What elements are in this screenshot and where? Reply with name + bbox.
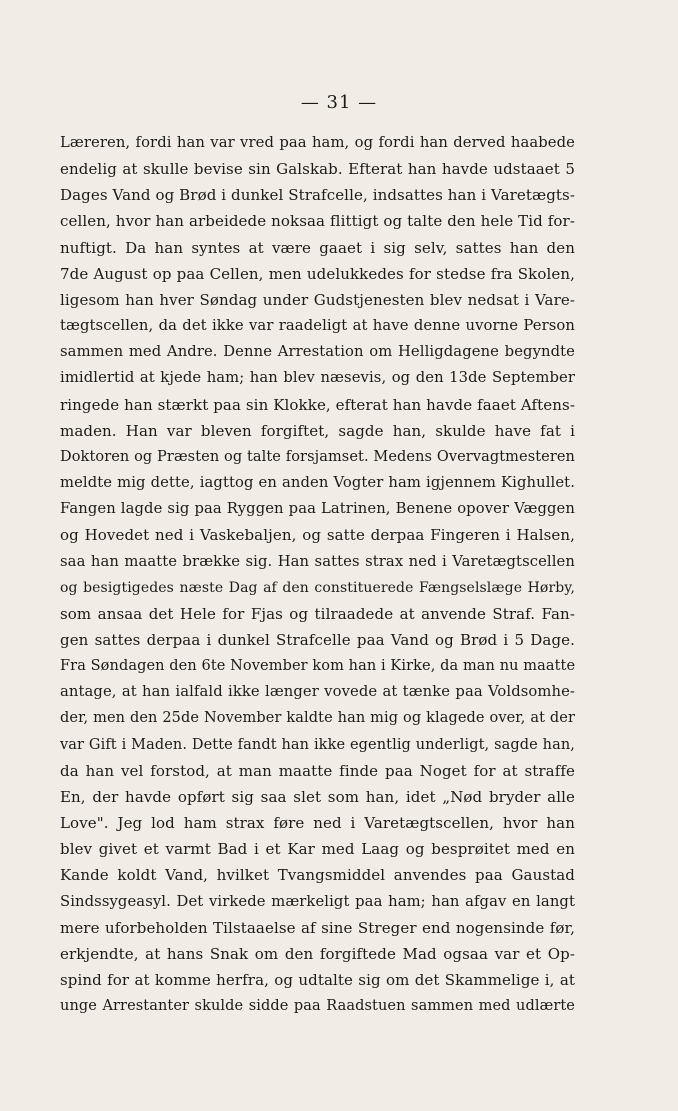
text-line: 7de August op paa Cellen, men udelukkedes for stedse fra Skolen, xyxy=(60,264,575,283)
text-line: ligesom han hver Søndag under Gudstjenesten blev nedsat i Vare- xyxy=(60,290,575,309)
text-line: som ansaa det Hele for Fjas og tilraadede at anvende Straf. Fan- xyxy=(60,604,575,623)
text-line: Sindssygeasyl. Det virkede mærkeligt paa ham; han afgav en langt xyxy=(60,892,575,910)
text-line: antage, at han ialfald ikke længer vovede at tænke paa Voldsomhe- xyxy=(60,683,575,701)
text-line: erkjendte, at hans Snak om den forgiftede Mad ogsaa var et Op- xyxy=(60,944,575,963)
text-line: der, men den 25de November kaldte han mig og klagede over, at der xyxy=(60,710,575,727)
text-line: ringede han stærkt paa sin Klokke, efterat han havde faaet Aftens- xyxy=(60,395,575,414)
text-line: da han vel forstod, at man maatte finde paa Noget for at straffe xyxy=(60,761,575,780)
text-line: var Gift i Maden. Dette fandt han ikke egentlig underligt, sagde han, xyxy=(60,736,575,753)
text-line: Doktoren og Præsten og talte forsjamset. Medens Overvagtmesteren xyxy=(60,448,575,465)
text-line: sammen med Andre. Denne Arrestation om Helligdagene begyndte xyxy=(60,343,575,361)
text-line: gen sattes derpaa i dunkel Strafcelle paa Vand og Brød i 5 Dage. xyxy=(60,630,575,649)
body-text xyxy=(60,130,575,1019)
text-line: Læreren, fordi han var vred paa ham, og fordi han derved haabede xyxy=(60,134,575,151)
text-line: Love". Jeg lod ham strax føre ned i Varetægtscellen, hvor han xyxy=(60,814,575,833)
text-line: imidlertid at kjede ham; han blev næsevis, og den 13de September xyxy=(60,369,575,387)
text-line: Fra Søndagen den 6te November kom han i Kirke, da man nu maatte xyxy=(60,658,576,675)
page-number: — 31 — xyxy=(300,92,378,113)
text-line: meldte mig dette, iagttog en anden Vogter ham igjennem Kighullet. xyxy=(60,474,575,492)
text-line: En, der havde opført sig saa slet som han, idet „Nød bryder alle xyxy=(60,787,575,806)
text-line: cellen, hvor han arbeidede noksaa flittigt og talte den hele Tid for- xyxy=(60,212,575,231)
text-line: Dages Vand og Brød i dunkel Strafcelle, indsattes han i Varetægts- xyxy=(60,186,575,205)
text-line: endelig at skulle bevise sin Galskab. Efterat han havde udstaaet 5 xyxy=(60,160,575,179)
text-line: og Hovedet ned i Vaskebaljen, og satte derpaa Fingeren i Halsen, xyxy=(60,526,575,545)
text-line: maden. Han var bleven forgiftet, sagde han, skulde have fat i xyxy=(60,421,575,440)
text-line: tægtscellen, da det ikke var raadeligt at have denne uvorne Person xyxy=(60,317,575,335)
text-line: blev givet et varmt Bad i et Kar med Laag og besprøitet med en xyxy=(60,840,575,859)
text-line: mere uforbeholden Tilstaaelse af sine Streger end nogensinde før, xyxy=(60,918,575,937)
text-line: nuftigt. Da han syntes at være gaaet i sig selv, sattes han den xyxy=(60,238,575,257)
text-line: unge Arrestanter skulde sidde paa Raadstuen sammen med udlærte xyxy=(60,998,575,1015)
text-line: og besigtigedes næste Dag af den constituerede Fængselslæge Hørby, xyxy=(60,579,575,596)
text-line: Kande koldt Vand, hvilket Tvangsmiddel anvendes paa Gaustad xyxy=(60,866,575,885)
text-line: saa han maatte brække sig. Han sattes strax ned i Varetægtscellen xyxy=(60,552,575,570)
text-line: Fangen lagde sig paa Ryggen paa Latrinen, Benene opover Væggen xyxy=(60,500,575,518)
text-line: spind for at komme herfra, og udtalte sig om det Skammelige i, at xyxy=(60,971,575,989)
